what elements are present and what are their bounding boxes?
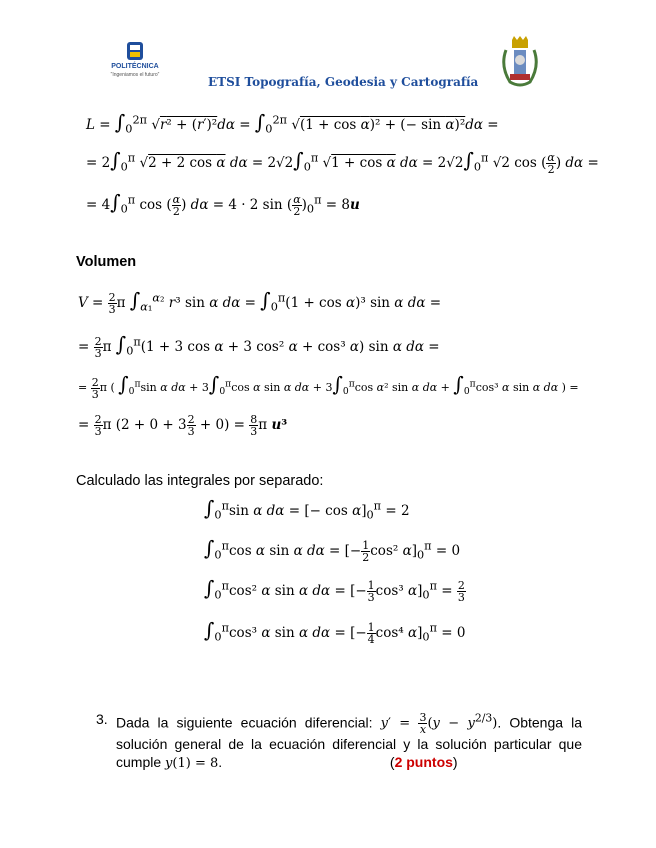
- volume-equation-line-3: = $\frac{2}{3}$ π ( $\int_0^\pi\sin$ α $d\alpha + 3\int_0^\pi\cos$ α sin α $d\alpha + 3\int_0^\pi\cos$ α² sin α $d\alpha + \int_0^\pi\cos^3$ α sin α dα ) =: [78, 372, 579, 401]
- volume-heading: Volumen: [76, 254, 137, 270]
- volume-equation-line-1: V = $\frac{2}{3}$ π $\int_{\alpha_1}^{\alpha_2}$ r³ sin α $d\alpha = \int_0^\pi(1 + \cos \alpha)^3$ sin α dα =: [78, 288, 442, 316]
- length-equation-line-3: = $4\int_0^\pi$ cos ( $\frac{\alpha}{2}$ ) dα = 4 · 2 sin ( $\frac{\alpha}{2}$ )$_0^\pi = 8u$: [86, 190, 360, 218]
- volume-equation-line-2: = $\frac{2}{3}$ π $\int_0^\pi(1 + 3$ cos α + 3 cos² α + cos³ α) sin α dα =: [78, 332, 440, 360]
- question-text-a: Dada la siguiente ecuación diferencial:: [116, 714, 381, 731]
- length-equation-line-1: $L = \int_0^{2\pi}$ $√r^2 + (r')^2d\alpha = \int_0^{2\pi}$ √(1 + cos α)² + (− sin α)²dα =: [86, 110, 499, 136]
- points-label: 2 puntos: [394, 754, 453, 771]
- school-crest-icon: [496, 36, 544, 90]
- question-equation: y′ = $\frac{3}{x}$ $(y - y^{2/3})$: [380, 711, 498, 737]
- points-open: (: [389, 754, 395, 771]
- institution-tagline: “Ingeniamos el futuro”: [110, 72, 160, 78]
- volume-equation-line-4: = $\frac{2}{3}$ π (2 + 0 + 3 $\frac{2}{3}$ + 0) = $\frac{8}{3}$ π u³: [78, 413, 288, 438]
- integral-equation-2: $\int_0^\pi\cos$ α sin α dα = [− $\frac{1}{2}$ cos² $\alpha]_0^\pi = 0$: [204, 536, 461, 564]
- question-text-b: . Obtenga la solución general de la ecuación diferencial y la solución particular que cumple: [116, 714, 583, 771]
- institution-name: POLITÉCNICA: [111, 63, 159, 70]
- school-header: ETSI Topografía, Geodesia y Cartografía: [208, 75, 479, 89]
- upm-logo-icon: [100, 40, 170, 84]
- question-condition: y(1) = 8: [165, 756, 219, 772]
- length-equation-line-2: = $2\int_0^\pi$ √2 + 2 cos α $d\alpha = 2√2\int_0^\pi$ √1 + cos α $d\alpha = 2√2\int_0^\pi$ √2 cos ( $\frac{\alpha}{2}$ ) dα =: [86, 148, 599, 176]
- points-close: ): [452, 754, 458, 771]
- integral-equation-4: $\int_0^\pi\cos^3$ α sin α dα = [− $\frac{1}{4}$ cos⁴ $\alpha]_0^\pi = 0$: [204, 618, 466, 646]
- upm-crest-icon: [124, 40, 146, 62]
- question-number: 3.: [96, 711, 108, 727]
- integrals-intro: Calculado las integrales por separado:: [76, 473, 324, 489]
- question-text-c: .: [218, 754, 223, 771]
- integral-equation-1: $\int_0^\pi\sin$ α dα = [− $\cos \alpha]_0^\pi = 2$: [204, 496, 410, 522]
- question-3: [96, 710, 582, 773]
- integral-equation-3: $\int_0^\pi\cos^2$ α sin α dα = [− $\frac{1}{3}$ cos³ $\alpha]_0^\pi$ = $\frac{2}{3}$: [204, 576, 465, 604]
